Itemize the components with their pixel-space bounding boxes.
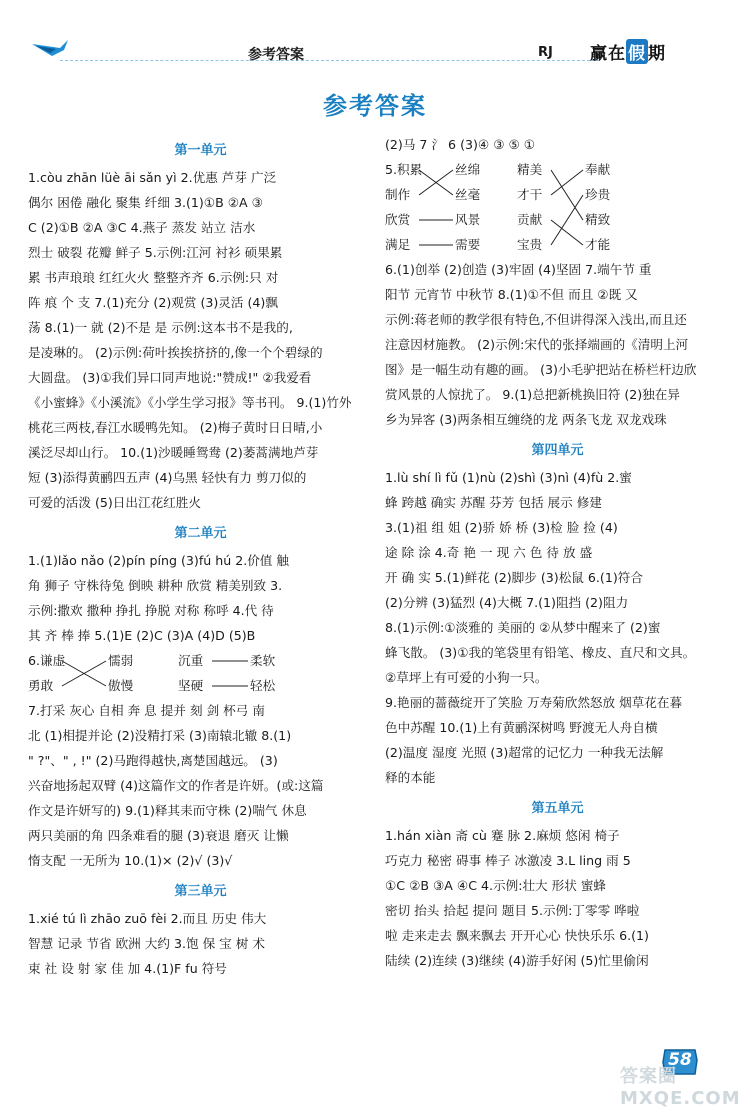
matching-word: 满足 [385,237,411,252]
answer-line: 两只美丽的角 四条难看的腿 (3)衰退 磨灭 让懒 [28,828,289,843]
edition-label: RJ [538,45,553,60]
answer-line: (2)分辨 (3)猛烈 (4)大概 7.(1)阻挡 (2)阻力 [385,595,629,610]
matching-word: 才能 [585,237,611,252]
page-title: 参考答案 [323,91,427,120]
answer-line: 智慧 记录 节省 欧洲 大约 3.饱 保 宝 树 术 [28,936,265,951]
page-header [0,0,750,86]
matching-word: 勇敢 [28,678,54,693]
answer-line: 《小蜜蜂》《小溪流》《小学生学习报》等书刊。 9.(1)竹外 [28,395,352,410]
brand-pre: 赢在 [590,44,626,64]
answer-line: 1.hán xiàn 斋 cù 蹇 脉 2.麻烦 悠闲 椅子 [385,828,620,843]
answer-line: ①C ②B ③A ④C 4.示例:壮大 形状 蜜蜂 [385,878,607,893]
matching-word: 5.积累 [385,162,423,177]
answer-line: 荡 8.(1)一 就 (2)不是 是 示例:这本书不是我的, [28,320,293,335]
answer-line: 色中苏醒 10.(1)上有黄鹂深树鸣 野渡无人舟自横 [385,720,658,735]
answer-line: 啦 走来走去 飘来飘去 开开心心 快快乐乐 6.(1) [385,928,649,943]
answer-line: 束 社 设 射 家 佳 加 4.(1)F fu 符号 [28,961,227,976]
matching-word: 丝绵 [455,162,481,177]
matching-word: 宝贵 [517,237,543,252]
answer-line: 阵 痕 个 支 7.(1)充分 (2)观赏 (3)灵活 (4)飘 [28,295,278,310]
matching-word: 奉献 [585,162,611,177]
answer-line: 偶尔 困倦 融化 聚集 纤细 3.(1)①B ②A ③ [28,195,263,210]
matching-word: 贡献 [517,212,543,227]
answer-line: 巧克力 秘密 碍事 棒子 冰激凌 3.L ling 雨 5 [385,853,631,868]
answer-line: 8.(1)示例:①淡雅的 美丽的 ②从梦中醒来了 (2)蜜 [385,620,661,635]
answer-line: 乡为异客 (3)两条相互缠绕的龙 两条飞龙 双龙戏珠 [385,412,667,427]
matching-connector [551,170,583,220]
brand-logo [586,35,704,65]
matching-word: 精致 [585,212,611,227]
answer-line: 途 除 涂 4.奇 艳 一 现 六 色 待 放 盛 [385,545,593,560]
matching-word: 风景 [455,212,481,227]
matching-connector [551,195,583,245]
answer-line: 密切 抬头 拾起 提问 题目 5.示例:丁零零 哗啦 [385,903,640,918]
answer-line: 陆续 (2)连续 (3)继续 (4)游手好闲 (5)忙里偷闲 [385,953,649,968]
matching-block [385,157,730,257]
matching-word: 6.谦虚 [28,653,66,668]
answer-line: 1.(1)lǎo nǎo (2)pín píng (3)fú hú 2.价值 触 [28,553,290,568]
brand-post: 期 [648,44,666,64]
unit-heading: 第三单元 [174,884,227,899]
unit-heading: 第五单元 [531,801,584,816]
bird-logo-icon [30,34,70,60]
answer-line: 1.lù shí lì fǔ (1)nù (2)shì (3)nì (4)fù 2.蜜 [385,470,632,485]
answer-line: 烈士 破裂 花瓣 鲜子 5.示例:江河 衬衫 硕果累 [28,245,283,260]
matching-block [28,648,373,698]
header-divider [60,60,600,61]
matching-word: 才干 [517,187,543,202]
answer-line: 3.(1)祖 组 姐 (2)骄 娇 桥 (3)检 脸 捡 (4) [385,520,618,535]
matching-connector [551,170,583,195]
answer-line: 大圆盘。 (3)①我们异口同声地说:"赞成!" ②我爱看 [28,370,312,385]
brand-mid: 假 [626,39,648,64]
answer-line: 累 书声琅琅 红红火火 整整齐齐 6.示例:只 对 [28,270,279,285]
unit-heading: 第二单元 [174,526,227,541]
answer-line: 1.còu zhān lüè āi sǎn yì 2.优惠 芦芽 广泛 [28,170,277,185]
right-answer-column [385,132,730,973]
answer-line: 可爱的活泼 (5)日出江花红胜火 [28,495,201,510]
answer-line: 开 确 实 5.(1)鲜花 (2)脚步 (3)松鼠 6.(1)符合 [385,570,643,585]
matching-word: 傲慢 [108,678,134,693]
matching-word: 需要 [455,237,481,252]
answer-line: 释的本能 [385,770,436,785]
answer-line: C (2)①B ②A ③C 4.燕子 蒸发 站立 洁水 [28,220,256,235]
answer-line: 蜂飞散。 (3)①我的笔袋里有铅笔、橡皮、直尺和文具。 [385,645,696,660]
matching-word: 丝毫 [455,187,481,202]
answer-line: 注意因材施教。 (2)示例:宋代的张择端画的《清明上河 [385,337,689,352]
answer-line: 角 狮子 守株待兔 倒映 耕种 欣赏 精美别致 3. [28,578,283,593]
matching-lines [385,157,730,257]
header-title: 参考答案 [248,47,304,63]
answer-line: 1.xié tú lì zhāo zuō fèi 2.而且 历史 伟大 [28,911,267,926]
answer-line: 惰支配 一无所为 10.(1)× (2)√ (3)√ [28,853,233,868]
answer-line: 兴奋地扬起双臂 (4)这篇作文的作者是许妍。(或:这篇 [28,778,324,793]
answer-line: 7.打采 灰心 自相 奔 息 提并 刻 剑 杯弓 南 [28,703,265,718]
answer-line: 9.艳丽的蔷薇绽开了笑脸 万寿菊欣然怒放 烟草花在暮 [385,695,683,710]
answer-line: 赏风景的人惊扰了。 9.(1)总把新桃换旧符 (2)独在异 [385,387,680,402]
matching-word: 沉重 [178,653,204,668]
answer-line: 图》是一幅生动有趣的画。 (3)小毛驴把站在桥栏杆边欣 [385,362,697,377]
unit-heading: 第四单元 [531,443,584,458]
answer-line: (2)温度 湿度 光照 (3)超常的记忆力 一种我无法解 [385,745,664,760]
answer-line: 阳节 元宵节 中秋节 8.(1)①不但 而且 ②既 又 [385,287,638,302]
matching-word: 柔软 [250,653,276,668]
matching-word: 轻松 [250,678,276,693]
answer-line: 6.(1)创举 (2)创造 (3)牢固 (4)坚固 7.端午节 重 [385,262,652,277]
page-number: 58 [668,1050,692,1070]
matching-word: 精美 [517,162,543,177]
watermark: 答案圈 MXQE.COM [620,1066,741,1109]
answer-line: 是凌琳的。 (2)示例:荷叶挨挨挤挤的,像一个个碧绿的 [28,345,323,360]
answer-line: " ?"、" , !" (2)马跑得越快,离楚国越远。 (3) [28,753,278,768]
answer-line: (2)马 7 氵 6 (3)④ ③ ⑤ ① [385,137,536,152]
answer-line: 蜂 跨越 确实 苏醒 芬芳 包括 展示 修建 [385,495,602,510]
answer-line: 作文是许妍写的) 9.(1)释其耒而守株 (2)喘气 休息 [28,803,307,818]
matching-word: 珍贵 [585,187,611,202]
answer-line: 示例:蒋老师的教学很有特色,不但讲得深入浅出,而且还 [385,312,687,327]
answer-line: 其 齐 棒 捧 5.(1)E (2)C (3)A (4)D (5)B [28,628,256,643]
matching-word: 制作 [385,187,411,202]
answer-line: ②草坪上有可爱的小狗一只。 [385,670,548,685]
answer-line: 示例:撒欢 撒种 挣扎 挣脱 对称 称呼 4.代 待 [28,603,274,618]
matching-connector [551,220,583,245]
answer-line: 短 (3)添得黄鹂四五声 (4)乌黑 轻快有力 剪刀似的 [28,470,307,485]
matching-word: 懦弱 [108,653,134,668]
unit-heading: 第一单元 [174,143,227,158]
answer-line: 溪泛尽却山行。 10.(1)沙暖睡鸳鸯 (2)萎蒿满地芦芽 [28,445,319,460]
matching-word: 欣赏 [385,212,411,227]
left-answer-column [28,132,373,981]
answer-line: 北 (1)相提并论 (2)没精打采 (3)南辕北辙 8.(1) [28,728,292,743]
answer-line: 桃花三两枝,春江水暖鸭先知。 (2)梅子黄时日日晴,小 [28,420,323,435]
matching-word: 坚硬 [178,678,204,693]
